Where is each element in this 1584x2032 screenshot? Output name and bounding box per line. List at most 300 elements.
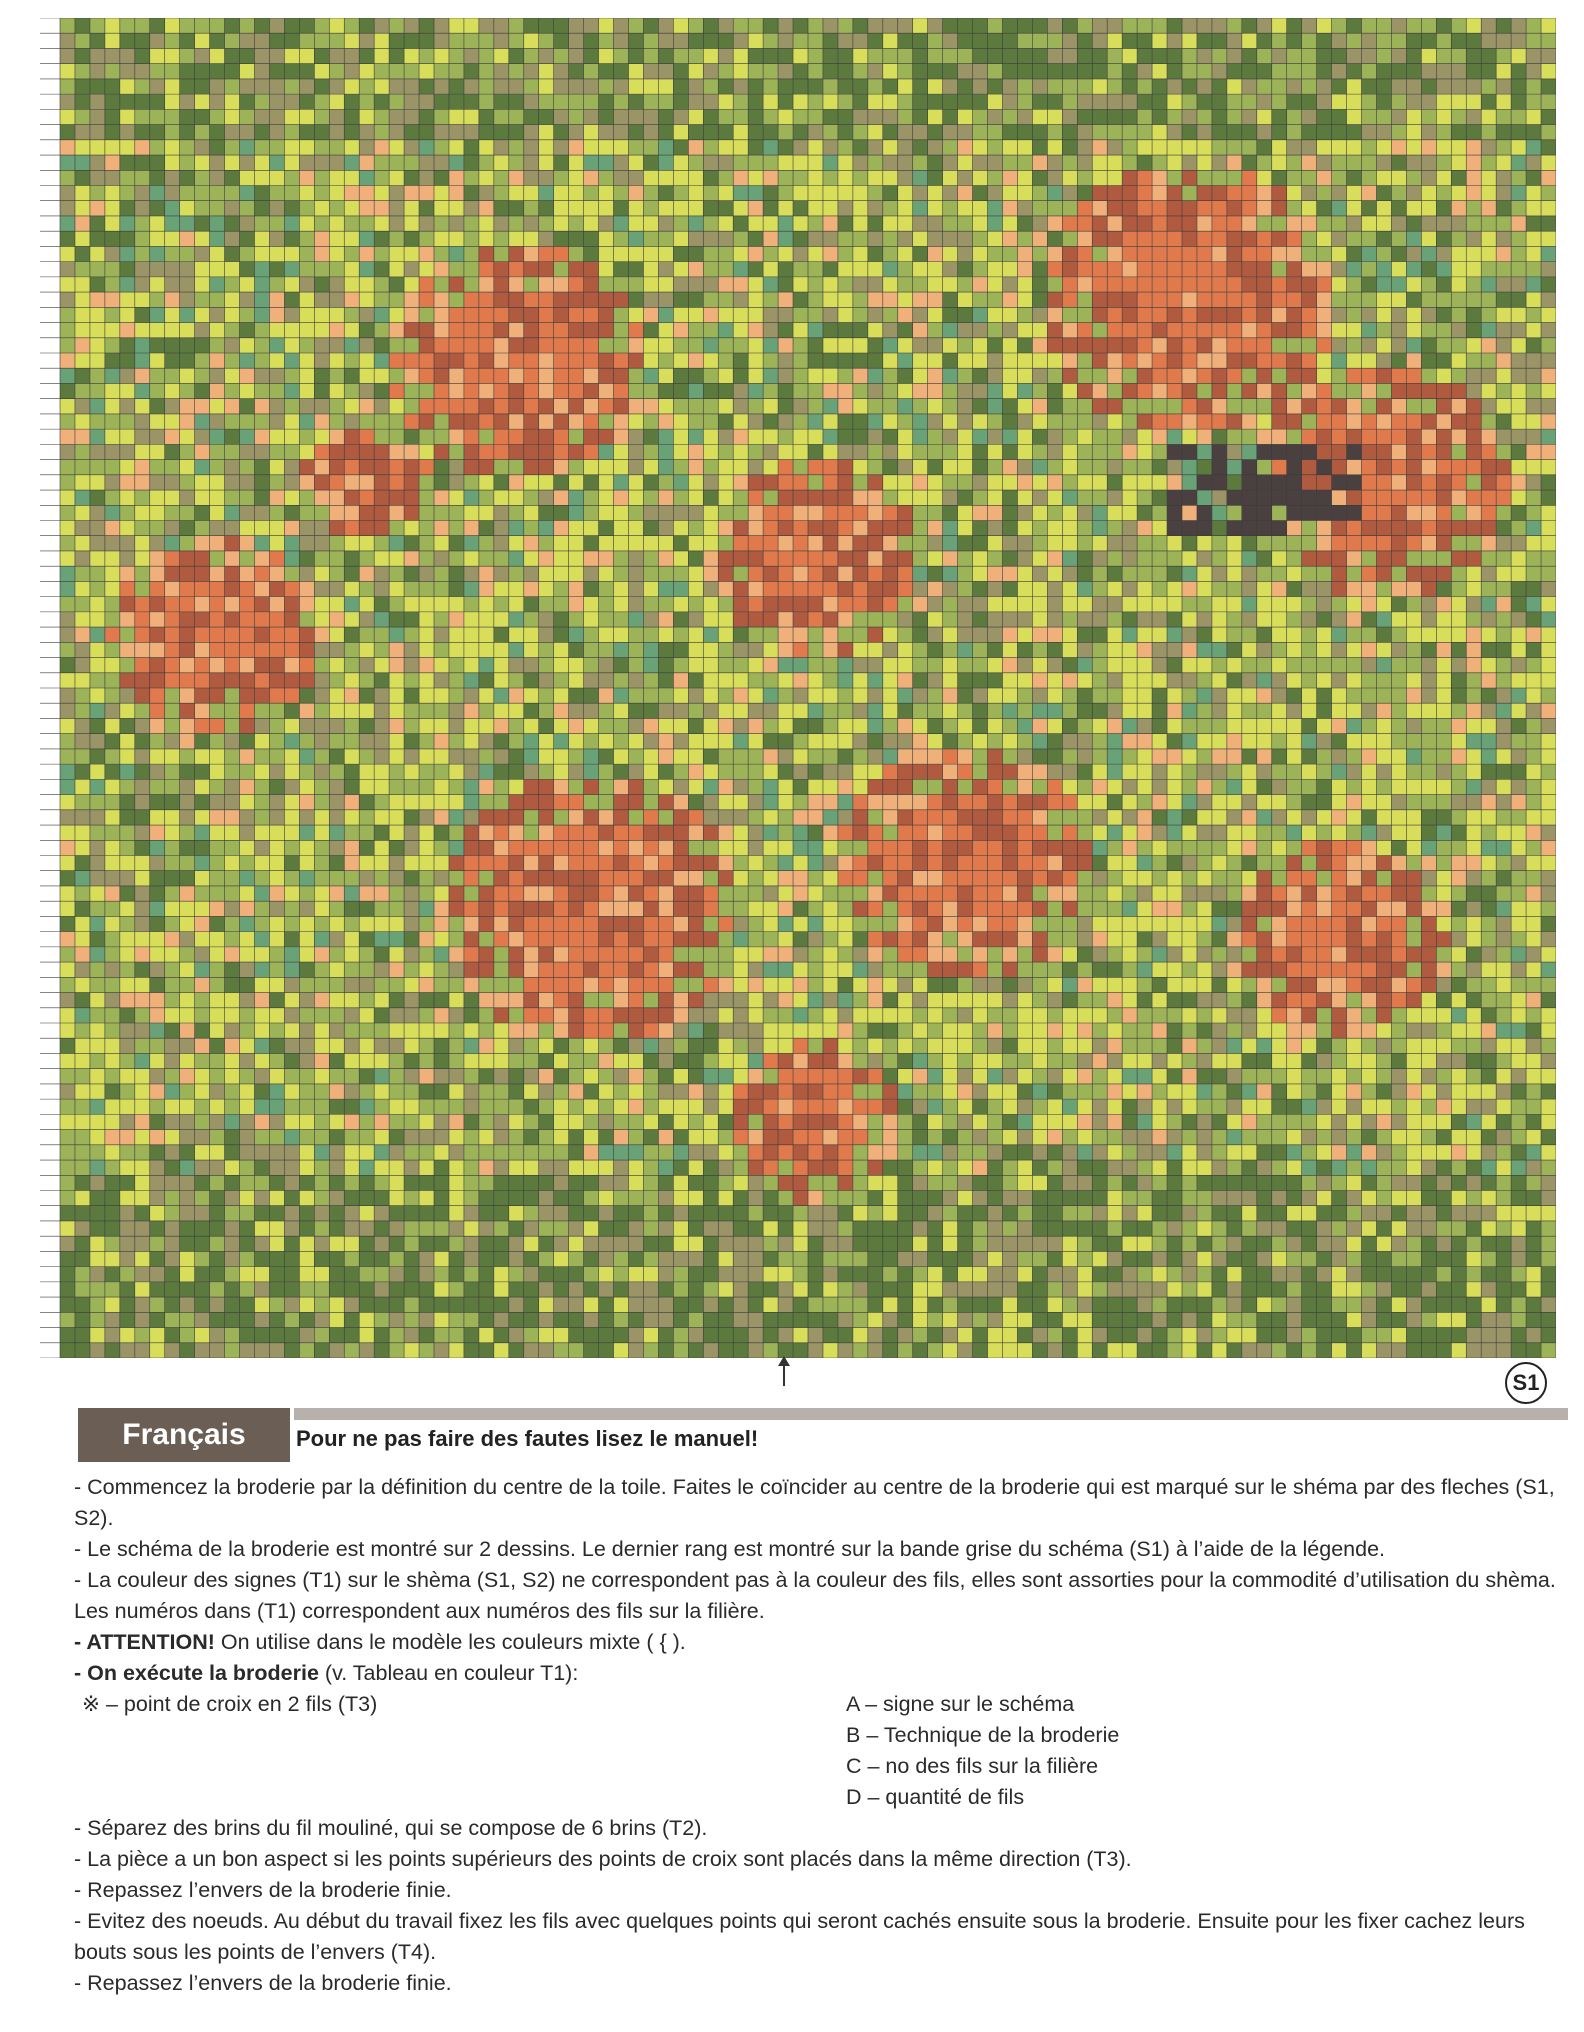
stitch-cell-U [823,414,838,429]
stitch-cell-triangle [1152,581,1167,596]
stitch-cell-figure [1062,64,1077,79]
stitch-cell-plain-peach [673,673,688,688]
stitch-cell-triangle [1481,292,1496,307]
stitch-cell-hatch [1406,444,1421,459]
stitch-cell-T [853,109,868,124]
stitch-cell-figure [628,703,643,718]
stitch-cell-triangle [1227,429,1242,444]
stitch-cell-triangle [1062,612,1077,627]
stitch-cell-triangle [1287,125,1302,140]
stitch-cell-U [673,429,688,444]
stitch-cell-hatch [569,323,584,338]
stitch-cell-T [1032,307,1047,322]
stitch-cell-T [913,125,928,140]
stitch-cell-figure [763,18,778,33]
stitch-cell-figure [958,688,973,703]
stitch-cell-triangle [494,186,509,201]
stitch-cell-O [1287,231,1302,246]
stitch-cell-triangle [1302,627,1317,642]
stitch-cell-plain-peach [1002,627,1017,642]
stitch-cell-hatch [1302,292,1317,307]
stitch-cell-hatch [1287,262,1302,277]
stitch-cell-figure [404,125,419,140]
stitch-cell-T [449,703,464,718]
stitch-cell-U [1197,536,1212,551]
stitch-cell-triangle [1376,246,1391,261]
stitch-cell-figure [344,109,359,124]
stitch-cell-O [808,460,823,475]
stitch-cell-plain-peach [718,277,733,292]
stitch-cell-figure [180,79,195,94]
stitch-cell-U [1541,536,1556,551]
stitch-cell-figure [1451,170,1466,185]
stitch-cell-U [1347,642,1362,657]
stitch-cell-U [1541,734,1556,749]
stitch-cell-triangle [105,612,120,627]
stitch-cell-U [688,734,703,749]
stitch-cell-plain-peach [1122,262,1137,277]
stitch-cell-triangle [434,246,449,261]
stitch-cell-triangle [329,734,344,749]
stitch-cell-triangle [1347,33,1362,48]
stitch-cell-triangle [464,597,479,612]
stitch-cell-U [1227,718,1242,733]
stitch-cell-U [1182,140,1197,155]
stitch-cell-triangle [614,307,629,322]
stitch-cell-T [733,383,748,398]
stitch-cell-triangle [1511,521,1526,536]
stitch-cell-U [643,353,658,368]
stitch-cell-U [748,688,763,703]
stitch-cell-U [1062,581,1077,596]
stitch-cell-T [165,475,180,490]
stitch-cell-figure [90,231,105,246]
stitch-cell-diagonal-dots [509,642,524,657]
stitch-cell-hatch [898,764,913,779]
stitch-cell-hatch [180,612,195,627]
stitch-cell-O [150,703,165,718]
stitch-cell-U [150,444,165,459]
stitch-cell-diagonal-dots [374,353,389,368]
stitch-cell-U [314,612,329,627]
stitch-cell-triangle [344,246,359,261]
stitch-cell-T [1406,718,1421,733]
stitch-cell-U [1347,140,1362,155]
stitch-cell-T [1032,566,1047,581]
stitch-cell-figure [778,262,793,277]
stitch-cell-triangle [1332,216,1347,231]
stitch-cell-hatch [868,521,883,536]
stitch-cell-triangle [329,368,344,383]
stitch-cell-U [1541,749,1556,764]
stitch-cell-T [793,246,808,261]
stitch-cell-U [1122,673,1137,688]
stitch-cell-triangle [1362,18,1377,33]
stitch-cell-U [374,79,389,94]
stitch-cell-U [1376,597,1391,612]
stitch-cell-O [1421,475,1436,490]
stitch-cell-diagonal-dots [943,368,958,383]
stitch-cell-figure [1122,33,1137,48]
stitch-cell-U [793,323,808,338]
stitch-cell-O [838,521,853,536]
stitch-cell-diagonal-dots [269,338,284,353]
stitch-cell-O [389,475,404,490]
stitch-cell-O [195,581,210,596]
stitch-cell-U [688,186,703,201]
stitch-cell-O [1062,277,1077,292]
stitch-cell-triangle [1287,383,1302,398]
stitch-cell-hatch [120,673,135,688]
stitch-cell-plain-peach [838,566,853,581]
stitch-cell-O [1436,505,1451,520]
stitch-cell-O [943,749,958,764]
stitch-cell-figure [703,749,718,764]
stitch-cell-T [1406,155,1421,170]
stitch-cell-T [1541,262,1556,277]
stitch-cell-diagonal-dots [60,581,75,596]
stitch-cell-O [1182,399,1197,414]
stitch-cell-U [838,734,853,749]
stitch-cell-figure [494,475,509,490]
stitch-cell-U [1496,155,1511,170]
stitch-cell-plain-peach [823,642,838,657]
stitch-cell-triangle [329,414,344,429]
stitch-cell-diagonal-dots [1332,353,1347,368]
stitch-cell-U [703,536,718,551]
stitch-cell-plain-peach [1421,429,1436,444]
stitch-cell-O [1212,292,1227,307]
stitch-cell-T [165,521,180,536]
stitch-cell-figure [1017,64,1032,79]
stitch-cell-U [359,764,374,779]
stitch-cell-U [1376,338,1391,353]
stitch-cell-T [628,718,643,733]
stitch-cell-O [1137,383,1152,398]
stitch-cell-figure [404,612,419,627]
stitch-cell-hatch [1272,399,1287,414]
stitch-cell-T [628,170,643,185]
stitch-cell-U [688,749,703,764]
stitch-cell-triangle [1302,521,1317,536]
stitch-cell-U [973,734,988,749]
stitch-cell-plain-peach [1466,140,1481,155]
stitch-cell-T [374,688,389,703]
stitch-cell-triangle [943,612,958,627]
stitch-cell-triangle [90,414,105,429]
stitch-cell-dark-square [1272,444,1287,459]
stitch-cell-U [1451,155,1466,170]
stitch-cell-U [599,246,614,261]
stitch-cell-U [703,353,718,368]
stitch-cell-diagonal-dots [868,718,883,733]
stitch-cell-figure [1167,48,1182,63]
stitch-cell-hatch [359,505,374,520]
stitch-cell-diagonal-dots [958,642,973,657]
stitch-cell-figure [1466,64,1481,79]
stitch-cell-U [1347,597,1362,612]
stitch-cell-U [748,33,763,48]
stitch-cell-figure [105,353,120,368]
stitch-cell-O [1362,460,1377,475]
stitch-cell-hatch [1406,475,1421,490]
stitch-cell-triangle [1376,581,1391,596]
stitch-cell-triangle [1496,612,1511,627]
stitch-cell-triangle [1362,262,1377,277]
stitch-cell-diagonal-dots [883,262,898,277]
stitch-cell-U [1092,536,1107,551]
stitch-cell-U [913,231,928,246]
stitch-cell-O [1227,338,1242,353]
stitch-cell-U [1347,734,1362,749]
stitch-cell-U [344,703,359,718]
stitch-cell-hatch [1257,292,1272,307]
stitch-cell-dark-square [1242,460,1257,475]
stitch-cell-U [494,581,509,596]
stitch-cell-figure [284,231,299,246]
stitch-cell-figure [225,246,240,261]
stitch-cell-figure [1317,201,1332,216]
stitch-cell-plain-peach [1421,536,1436,551]
stitch-cell-T [1541,48,1556,63]
stitch-cell-plain-peach [195,642,210,657]
stitch-cell-U [1227,79,1242,94]
stitch-cell-diagonal-dots [419,140,434,155]
stitch-cell-triangle [1092,490,1107,505]
stitch-cell-triangle [509,33,524,48]
stitch-cell-triangle [1466,612,1481,627]
stitch-cell-O [464,307,479,322]
stitch-cell-figure [180,764,195,779]
stitch-cell-diagonal-dots [120,277,135,292]
stitch-cell-hatch [1062,262,1077,277]
stitch-cell-figure [823,262,838,277]
stitch-cell-triangle [1107,612,1122,627]
stitch-cell-figure [838,125,853,140]
stitch-cell-T [599,216,614,231]
stitch-cell-U [569,521,584,536]
stitch-cell-hatch [359,444,374,459]
stitch-cell-plain-peach [898,749,913,764]
stitch-cell-U [105,323,120,338]
stitch-cell-T [1332,338,1347,353]
stitch-cell-U [524,186,539,201]
stitch-cell-figure [329,749,344,764]
stitch-cell-plain-peach [1122,444,1137,459]
stitch-cell-triangle [1466,688,1481,703]
stitch-cell-triangle [1451,368,1466,383]
stitch-cell-triangle [1092,673,1107,688]
stitch-cell-triangle [868,186,883,201]
stitch-cell-triangle [1272,262,1287,277]
stitch-cell-U [554,216,569,231]
stitch-cell-T [314,764,329,779]
stitch-cell-triangle [823,658,838,673]
stitch-cell-figure [195,505,210,520]
stitch-cell-U [120,79,135,94]
stitch-cell-T [868,231,883,246]
stitch-cell-hatch [599,323,614,338]
stitch-cell-T [524,658,539,673]
stitch-cell-U [1017,368,1032,383]
stitch-cell-triangle [1541,566,1556,581]
stitch-cell-T [449,460,464,475]
stitch-cell-triangle [135,490,150,505]
stitch-cell-plain-peach [389,444,404,459]
stitch-cell-triangle [509,109,524,124]
stitch-cell-triangle [135,79,150,94]
stitch-cell-diagonal-dots [1436,262,1451,277]
stitch-cell-figure [1541,277,1556,292]
stitch-cell-T [1092,33,1107,48]
stitch-cell-T [60,186,75,201]
stitch-cell-plain-peach [1481,338,1496,353]
stitch-cell-hatch [464,414,479,429]
stitch-cell-U [225,94,240,109]
stitch-cell-O [210,612,225,627]
stitch-cell-T [793,399,808,414]
stitch-cell-plain-peach [404,444,419,459]
stitch-cell-triangle [554,48,569,63]
stitch-cell-triangle [449,521,464,536]
stitch-cell-figure [1182,125,1197,140]
stitch-cell-figure [240,94,255,109]
stitch-cell-figure [1421,262,1436,277]
stitch-cell-triangle [1287,429,1302,444]
stitch-cell-O [135,612,150,627]
stitch-cell-triangle [599,612,614,627]
stitch-cell-hatch [524,444,539,459]
stitch-cell-T [1391,642,1406,657]
stitch-cell-hatch [1436,536,1451,551]
stitch-cell-diagonal-dots [778,658,793,673]
stitch-cell-U [1332,277,1347,292]
stitch-cell-T [868,658,883,673]
stitch-cell-triangle [1167,170,1182,185]
stitch-cell-T [628,429,643,444]
stitch-cell-plain-peach [150,612,165,627]
stitch-cell-O [569,277,584,292]
stitch-cell-triangle [599,79,614,94]
stitch-cell-O [1406,490,1421,505]
stitch-cell-triangle [898,597,913,612]
stitch-cell-U [120,734,135,749]
stitch-cell-plain-peach [853,490,868,505]
stitch-cell-T [150,429,165,444]
stitch-cell-O [539,338,554,353]
stitch-cell-hatch [898,521,913,536]
stitch-cell-triangle [1047,277,1062,292]
stitch-cell-figure [1032,292,1047,307]
stitch-cell-hatch [150,597,165,612]
stitch-cell-triangle [643,490,658,505]
stitch-cell-figure [210,140,225,155]
stitch-cell-U [284,140,299,155]
stitch-cell-figure [1436,353,1451,368]
stitch-cell-triangle [1092,749,1107,764]
stitch-cell-U [928,109,943,124]
stitch-cell-figure [733,368,748,383]
stitch-cell-triangle [1526,383,1541,398]
stitch-cell-O [180,581,195,596]
stitch-cell-T [703,277,718,292]
stitch-cell-plain-peach [1227,749,1242,764]
stitch-cell-dark-square [1347,475,1362,490]
stitch-cell-diagonal-dots [868,703,883,718]
stitch-cell-triangle [1466,292,1481,307]
stitch-cell-T [314,155,329,170]
stitch-cell-triangle [853,612,868,627]
stitch-cell-U [1511,338,1526,353]
stitch-cell-diagonal-dots [344,155,359,170]
stitch-cell-plain-peach [120,612,135,627]
stitch-cell-hatch [524,307,539,322]
stitch-cell-figure [1137,33,1152,48]
stitch-cell-U [329,94,344,109]
stitch-cell-U [778,718,793,733]
stitch-cell-dark-square [1227,490,1242,505]
stitch-cell-triangle [733,764,748,779]
stitch-cell-figure [284,64,299,79]
stitch-cell-T [180,94,195,109]
stitch-cell-triangle [628,140,643,155]
stitch-cell-triangle [1302,566,1317,581]
stitch-cell-U [284,323,299,338]
stitch-cell-T [1242,79,1257,94]
stitch-cell-U [1197,581,1212,596]
stitch-cell-triangle [1541,94,1556,109]
stitch-cell-U [329,688,344,703]
stitch-cell-U [1257,734,1272,749]
stitch-cell-hatch [1466,429,1481,444]
stitch-cell-T [404,109,419,124]
stitch-cell-triangle [60,536,75,551]
stitch-cell-plain-peach [928,246,943,261]
stitch-cell-triangle [1332,383,1347,398]
stitch-cell-triangle [1481,262,1496,277]
stitch-cell-O [1436,460,1451,475]
stitch-cell-plain-peach [1481,201,1496,216]
stitch-cell-U [1481,658,1496,673]
stitch-cell-plain-peach [314,231,329,246]
stitch-cell-triangle [254,353,269,368]
stitch-cell-U [658,201,673,216]
stitch-cell-triangle [584,64,599,79]
stitch-cell-hatch [359,460,374,475]
stitch-cell-hatch [150,627,165,642]
stitch-cell-figure [1062,18,1077,33]
stitch-cell-triangle [1122,140,1137,155]
stitch-cell-diagonal-dots [1182,734,1197,749]
stitch-cell-T [1511,18,1526,33]
stitch-cell-triangle [733,490,748,505]
stitch-cell-U [329,231,344,246]
stitch-cell-diagonal-dots [943,521,958,536]
stitch-cell-U [958,201,973,216]
stitch-cell-triangle [838,688,853,703]
stitch-cell-triangle [733,18,748,33]
stitch-cell-plain-peach [658,490,673,505]
stitch-cell-T [225,521,240,536]
stitch-cell-O [240,581,255,596]
stitch-cell-U [494,673,509,688]
stitch-cell-triangle [299,490,314,505]
stitch-cell-triangle [1137,460,1152,475]
stitch-cell-U [973,551,988,566]
stitch-cell-triangle [1092,323,1107,338]
stitch-cell-U [913,490,928,505]
stitch-cell-U [165,48,180,63]
